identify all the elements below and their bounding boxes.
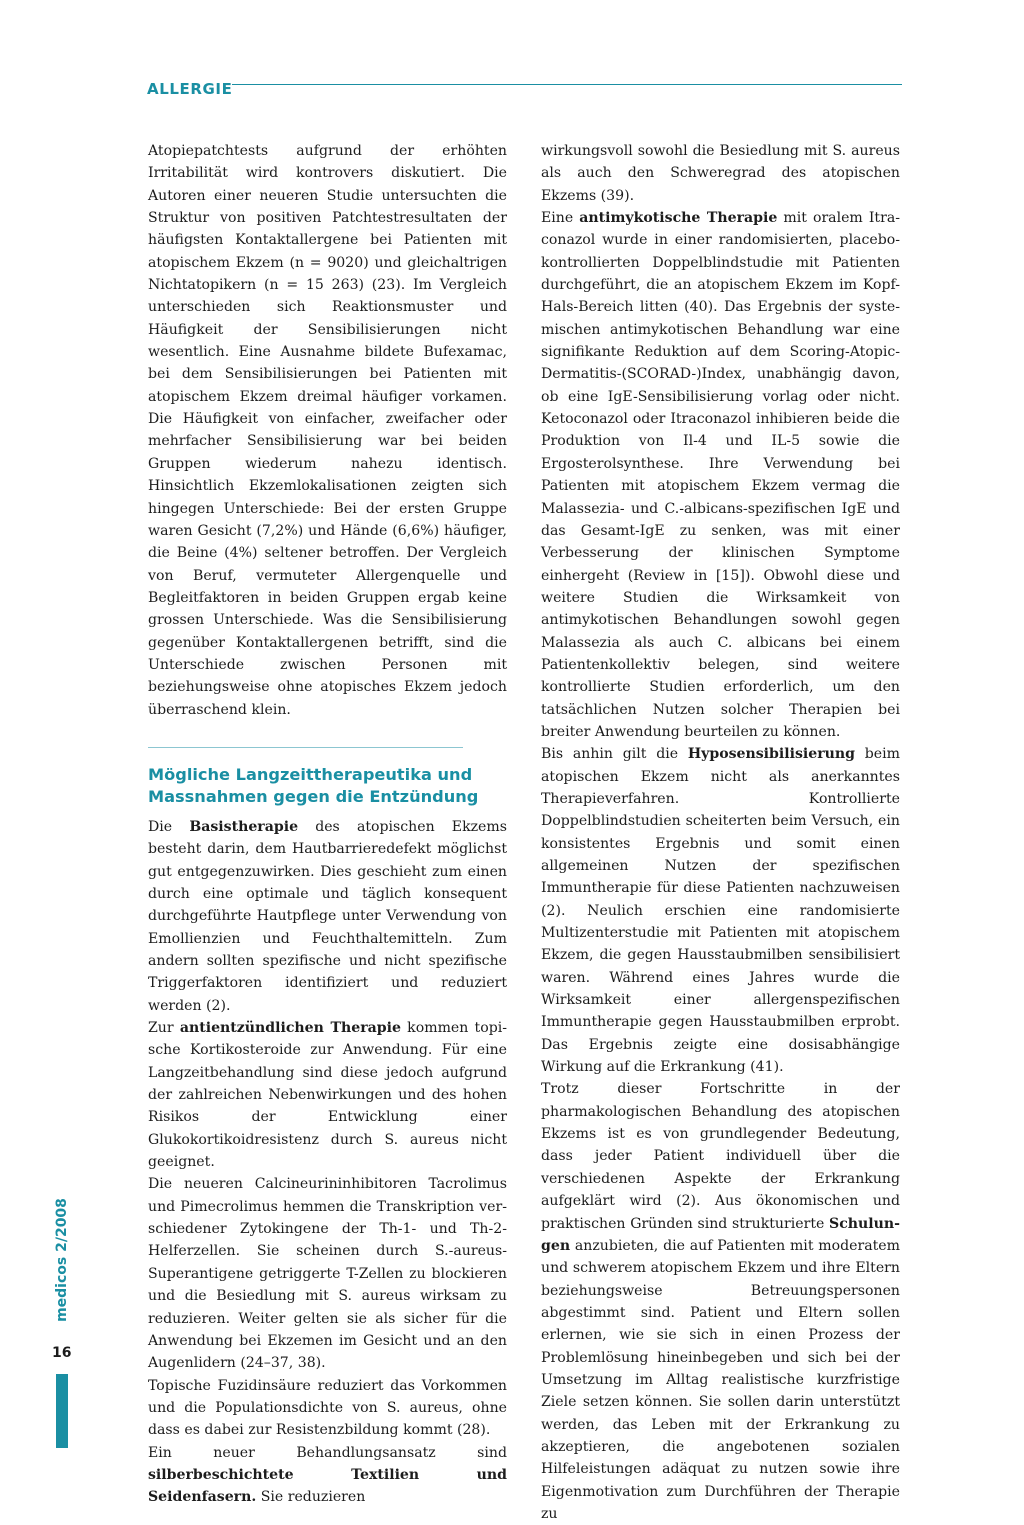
paragraph [148, 1017, 507, 1173]
bold-term: antimykotische Therapie [579, 210, 778, 227]
text-run: anzubieten, die auf Patienten mit moderatem und schwerem atopischem Ekzem und ihre Eltern beziehungsweise Betreuungspersonen abgestimmt sind. Patient und Eltern sollen erlernen, wie sie sich in einen Prozess der Problemlösung hineinbegeben und sich bei der Umsetzung im Alltag realistische kurzfristige Ziele setzen können. Sie sollen darin unterstützt werden, das Leben mit der Erkrankung zu akzeptieren, die angebotenen sozialen Hilfeleistungen adäquat zu nutzen sowie ihre Eigenmotivation zum Durchführen der Therapie zu [541, 1237, 900, 1522]
text-run: Bis anhin gilt die [541, 746, 688, 763]
paragraph: Topische Fuzidinsäure reduziert das Vorkommen und die Populationsdichte von S. aureus, ohne dass es dabei zur Resistenzbildung kommt (28). [148, 1377, 507, 1439]
text-run: mit oralem Itraconazol wurde in einer randomisierten, placebokontrollierten Doppelblindstudie mit Patienten durchgeführt, die an atopischem Ekzem im Kopf-Hals-Bereich litten (40). Das Ergebnis der systemischen antimykotischen Behandlung war eine signifikante Reduktion auf dem Scoring-Atopic-Dermatitis-(SCORAD-)Index, unabhängig davon, ob eine IgE-Sensibilisierung vorlag oder nicht. Ketoconazol oder Itraconazol inhibieren beide die Produktion von Il-4 und IL-5 sowie die Ergosterolsynthese. Ihre Verwendung bei Patienten mit atopischem Ekzem vermag die Malassezia- und C.-albicans-spezifischen IgE und das Gesamt-IgE zu senken, was mit einer Verbesserung der klinischen Symptome einhergeht (Review in [15]). Obwohl diese und weitere Studien die Wirksamkeit von antimykotischen Behandlungen sowohl gegen Malassezia als auch C. albicans bei einem Patientenkollektiv belegen, sind weitere kontrollierte Studien erforderlich, um den tatsächlichen Nutzen solcher Therapien bei breiter Anwendung beurteilen zu können. [541, 210, 900, 740]
paragraph [541, 1078, 900, 1525]
paragraph [148, 816, 507, 1017]
section-heading: Mögliche Langzeittherapeutika und Massnahmen gegen die Entzündung [148, 764, 479, 806]
left-column [148, 140, 507, 1509]
paragraph [148, 1442, 507, 1509]
paragraph [541, 207, 900, 743]
right-column [541, 140, 900, 1525]
journal-label-text: medicos 2/2008 [54, 1198, 70, 1322]
bold-term: Basistherapie [189, 818, 299, 835]
text-run: Trotz dieser Fortschritte in der pharmakologischen Behandlung des atopischen Ekzems ist es von grundlegender Bedeutung, dass jeder Patient individuell über die verschiedenen Aspekte der Erkrankung aufgeklärt wird (2). Aus ökonomischen und praktischen Gründen sind strukturierte [541, 1081, 900, 1232]
text-run: Die [148, 818, 190, 835]
paragraph: wirkungsvoll sowohl die Besiedlung mit S. aureus als auch den Schweregrad des atopischen Ekzems (39). [541, 143, 900, 204]
header-rule [232, 84, 902, 85]
page-accent-bar [56, 1374, 68, 1448]
bold-term: Schulungen [541, 1215, 900, 1254]
bold-term: silberbeschichtete Textilien und Seidenfasern. [148, 1466, 507, 1506]
text-run: Sie reduzieren [256, 1489, 366, 1506]
paragraph: Atopiepatchtests aufgrund der erhöhten Irritabilität wird kontrovers diskutiert. Die Autoren einer neueren Studie untersuchten die Struktur von positiven Patchtestresultaten der häufigsten Kontaktallergene bei Patienten mit atopischem Ekzem (n = 9020) und gleichaltrigen Nichtatopikern (n = 15 263) (23). Im Vergleich unterschieden sich Reaktionsmuster und Häufigkeit der Sensibilisierungen nicht wesentlich. Eine Ausnahme bildete Bufexamac, bei dem Sensibilisierungen bei Patienten mit atopischem Ekzem dreimal häufiger vorkamen. Die Häufigkeit von einfacher, zweifacher oder mehrfacher Sensibilisierung war bei beiden Gruppen wiederum nahezu identisch. Hinsichtlich Ekzemlokalisationen zeigten sich hingegen Unterschiede: Bei der ersten Gruppe waren Gesicht (7,2%) und Hände (6,6%) häufiger, die Beine (4%) seltener betroffen. Der Vergleich von Beruf, vermuteter Allergenquelle und Begleitfaktoren in beiden Gruppen ergab keine grossen Unterschiede. Was die Sensibilisierung gegenüber Kontaktallergenen betrifft, sind die Unterschiede zwischen Personen mit beziehungsweise ohne atopisches Ekzem jedoch überraschend klein. [148, 143, 507, 718]
text-run: beim atopischen Ekzem nicht als anerkanntes Therapieverfahren. Kontrollierte Doppelblindstudien scheiterten beim Versuch, ein konsistentes Ergebnis und somit einen allgemeinen Nutzen der spezifischen Immuntherapie für diese Patienten nachzuweisen (2). Neulich erschien eine randomisierte Multizenterstudie mit Patienten mit atopischem Ekzem, die gegen Hausstaubmilben sensibilisiert waren. Während eines Jahres wurde die Wirksamkeit einer allergenspezifischen Immuntherapie gegen Hausstaubmilben erprobt. Das Ergebnis zeigte eine dosisabhängige Wirkung auf die Erkrankung (41). [541, 746, 900, 1076]
text-run: kommen topische Kortikosteroide zur Anwendung. Für eine Langzeitbehandlung sind diese jedoch aufgrund der zahlreichen Nebenwirkungen und des hohen Risikos der Entwicklung einer Glukokortikoidresistenz durch S. aureus nicht geeignet. [148, 1020, 507, 1171]
bold-term: Hyposensibilisierung [687, 746, 855, 763]
section-tag: ALLERGIE [147, 80, 233, 98]
page-number: 16 [52, 1345, 72, 1361]
text-run: des atopischen Ekzems besteht darin, dem Hautbarrieredefekt möglichst gut entgegenzuwirken. Dies geschieht zum einen durch eine optimale und täglich konsequent durchgeführte Hautpflege unter Verwendung von Emollienzien und Feuchthaltemitteln. Zum andern sollten spezifische und nicht spezifische Triggerfaktoren identifiziert und reduziert werden (2). [148, 818, 507, 1014]
text-run: Eine [541, 210, 580, 227]
section-divider [148, 747, 463, 748]
bold-term: antientzündlichen Therapie [179, 1020, 401, 1037]
paragraph: Die neueren Calcineurininhibitoren Tacrolimus und Pimecrolimus hemmen die Transkription verschiedener Zytokingene der Th-1- und Th-2-Helferzellen. Sie scheinen durch S.-aureus-Superantigene getriggerte T-Zellen zu blockieren und die Besiedlung mit S. aureus wirksam zu reduzieren. Weiter gelten sie als sicher für die Anwendung bei Ekzemen im Gesicht und an den Augenlidern (24–37, 38). [148, 1176, 507, 1372]
paragraph [541, 743, 900, 1078]
journal-label [52, 1196, 72, 1324]
text-run: Zur [148, 1020, 180, 1037]
text-run: Ein neuer Behandlungsansatz sind [148, 1444, 507, 1461]
